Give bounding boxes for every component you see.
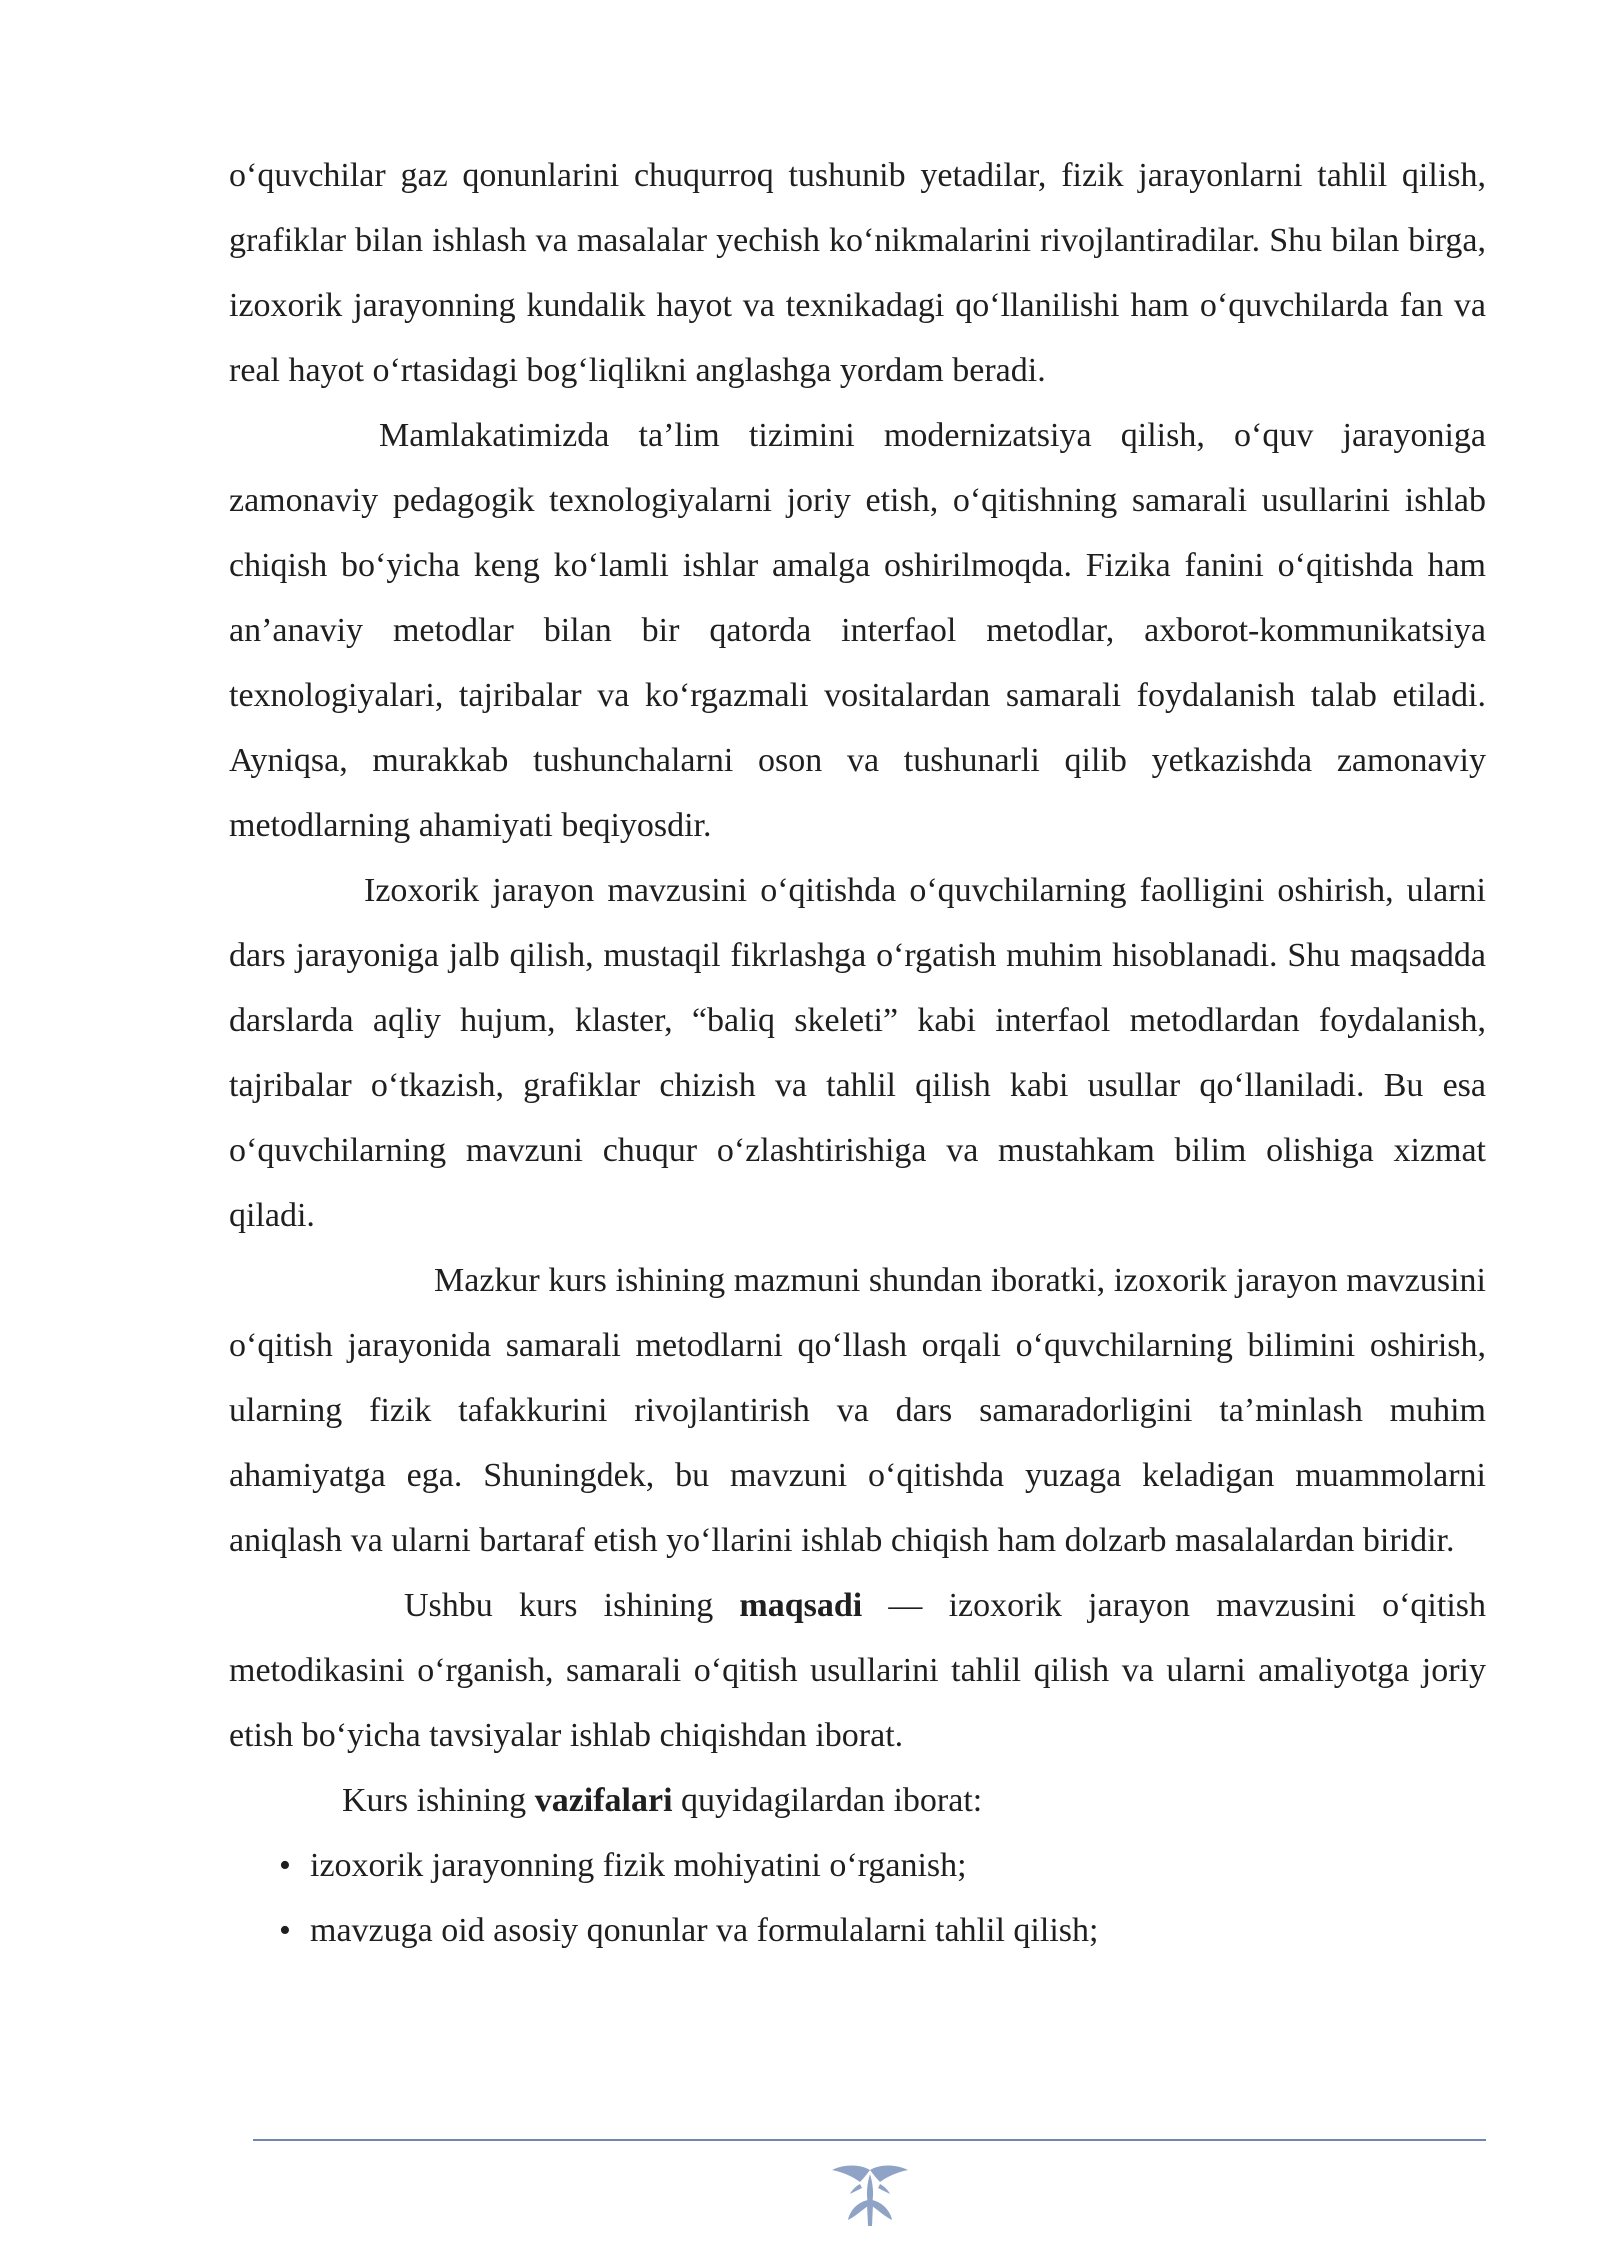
body-text	[229, 143, 1486, 1963]
list-item	[229, 1833, 1486, 1898]
tasks-text-after: quyidagilardan iborat:	[672, 1782, 983, 1819]
list-item-text: mavzuga oid asosiy qonunlar va formulalarni tahlil qilish;	[310, 1912, 1099, 1949]
paragraph-4: Mazkur kurs ishining mazmuni shundan iboratki, izoxorik jarayon mavzusini o‘qitish jarayonida samarali metodlarni qo‘llash orqali o‘quvchilarning bilimini oshirish, ularning fizik tafakkurini rivojlantirish va dars samaradorligini ta’minlash muhim ahamiyatga ega. Shuningdek, bu mavzuni o‘qitishda yuzaga keladigan muammolarni aniqlash va ularni bartaraf etish yo‘llarini ishlab chiqish ham dolzarb masalalardan biridir.	[229, 1262, 1486, 1559]
tasks-keyword: vazifalari	[534, 1782, 673, 1819]
aim-text-after: — izoxorik jarayon mavzusini o‘qitish metodikasini o‘rganish, samarali o‘qitish usullarini tahlil qilish va ularni amaliyotga joriy etish bo‘yicha tavsiyalar ishlab chiqishdan iborat.	[229, 1587, 1486, 1754]
paragraph-3: Izoxorik jarayon mavzusini o‘qitishda o‘quvchilarning faolligini oshirish, ularni dars jarayoniga jalb qilish, mustaqil fikrlashga o‘rgatish muhim hisoblanadi. Shu maqsadda darslarda aqliy hujum, klaster, “baliq skeleti” kabi interfaol metodlardan foydalanish, tajribalar o‘tkazish, grafiklar chizish va tahlil qilish kabi usullar qo‘llaniladi. Bu esa o‘quvchilarning mavzuni chuqur o‘zlashtirishiga va mustahkam bilim olishiga xizmat qiladi.	[229, 872, 1486, 1234]
floral-ornament-icon	[820, 2160, 920, 2230]
aim-keyword: maqsadi	[739, 1587, 863, 1624]
tasks-intro-paragraph	[229, 1768, 1486, 1833]
aim-paragraph	[229, 1573, 1486, 1768]
aim-text-before: Ushbu kurs ishining	[404, 1587, 740, 1624]
paragraph-1: o‘quvchilar gaz qonunlarini chuqurroq tushunib yetadilar, fizik jarayonlarni tahlil qilish, grafiklar bilan ishlash va masalalar yechish ko‘nikmalarini rivojlantiradilar. Shu bilan birga, izoxorik jarayonning kundalik hayot va texnikadagi qo‘llanilishi ham o‘quvchilarda fan va real hayot o‘rtasidagi bog‘liqlikni anglashga yordam beradi.	[229, 157, 1486, 389]
bullet-icon: •	[279, 1847, 291, 1884]
footer-divider	[253, 2139, 1486, 2141]
list-item-text: izoxorik jarayonning fizik mohiyatini o‘rganish;	[310, 1847, 967, 1884]
tasks-list	[229, 1833, 1486, 1963]
tasks-text-before: Kurs ishining	[342, 1782, 535, 1819]
bullet-icon: •	[279, 1912, 291, 1949]
list-item	[229, 1898, 1486, 1963]
paragraph-2: Mamlakatimizda ta’lim tizimini modernizatsiya qilish, o‘quv jarayoniga zamonaviy pedagogik texnologiyalarni joriy etish, o‘qitishning samarali usullarini ishlab chiqish bo‘yicha keng ko‘lamli ishlar amalga oshirilmoqda. Fizika fanini o‘qitishda ham an’anaviy metodlar bilan bir qatorda interfaol metodlar, axborot-kommunikatsiya texnologiyalari, tajribalar va ko‘rgazmali vositalardan samarali foydalanish talab etiladi. Ayniqsa, murakkab tushunchalarni oson va tushunarli qilib yetkazishda zamonaviy metodlarning ahamiyati beqiyosdir.	[229, 417, 1486, 844]
